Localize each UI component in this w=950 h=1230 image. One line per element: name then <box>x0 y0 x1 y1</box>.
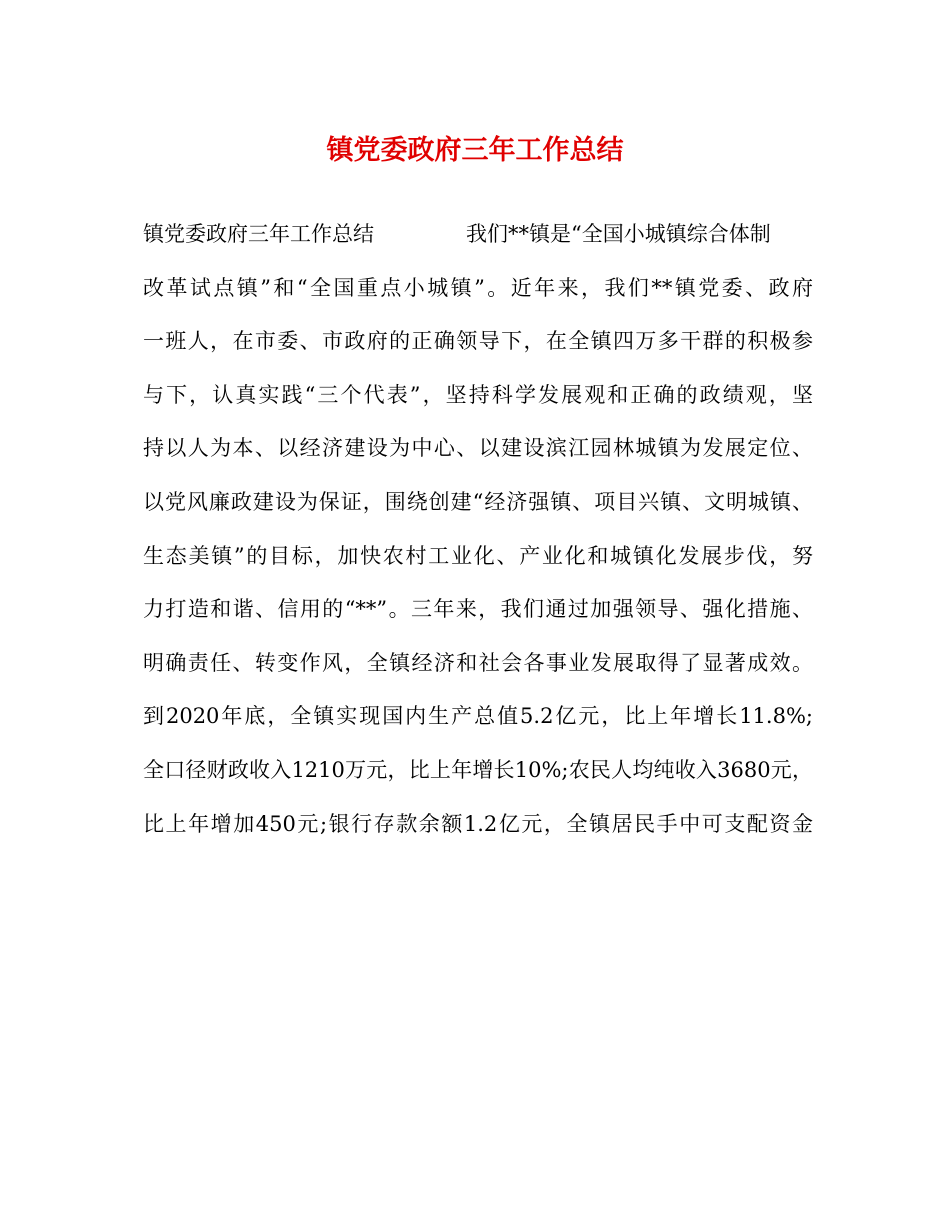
body-line: 与下，认真实践“三个代表”，坚持科学发展观和正确的政绩观，坚 <box>143 382 813 407</box>
body-line: 以党风廉政建设为保证，围绕创建“经济强镇、项目兴镇、文明城镇、 <box>143 489 813 514</box>
body-line: 生态美镇”的目标，加快农村工业化、产业化和城镇化发展步伐，努 <box>143 543 813 568</box>
body-line: 改革试点镇”和“全国重点小城镇”。近年来，我们**镇党委、政府 <box>143 275 813 300</box>
body-line-first-text: 我们**镇是“全国小城镇综合体制 <box>466 222 771 246</box>
document-body <box>143 208 813 851</box>
body-line: 一班人，在市委、市政府的正确领导下，在全镇四万多干群的积极参 <box>143 329 813 354</box>
body-line: 到2020年底，全镇实现国内生产总值5.2亿元，比上年增长11.8%; <box>143 704 813 729</box>
body-line: 比上年增加450元;银行存款余额1.2亿元，全镇居民手中可支配资金 <box>143 811 813 836</box>
inline-heading: 镇党委政府三年工作总结 <box>143 222 374 246</box>
body-line: 力打造和谐、信用的“**”。三年来，我们通过加强领导、强化措施、 <box>143 597 813 622</box>
body-line: 持以人为本、以经济建设为中心、以建设滨江园林城镇为发展定位、 <box>143 436 813 461</box>
body-line: 明确责任、转变作风，全镇经济和社会各事业发展取得了显著成效。 <box>143 650 813 675</box>
document-title: 镇党委政府三年工作总结 <box>326 135 624 166</box>
body-line: 全口径财政收入1210万元，比上年增长10%;农民人均纯收入3680元， <box>143 757 813 782</box>
body-line-first <box>143 208 813 262</box>
